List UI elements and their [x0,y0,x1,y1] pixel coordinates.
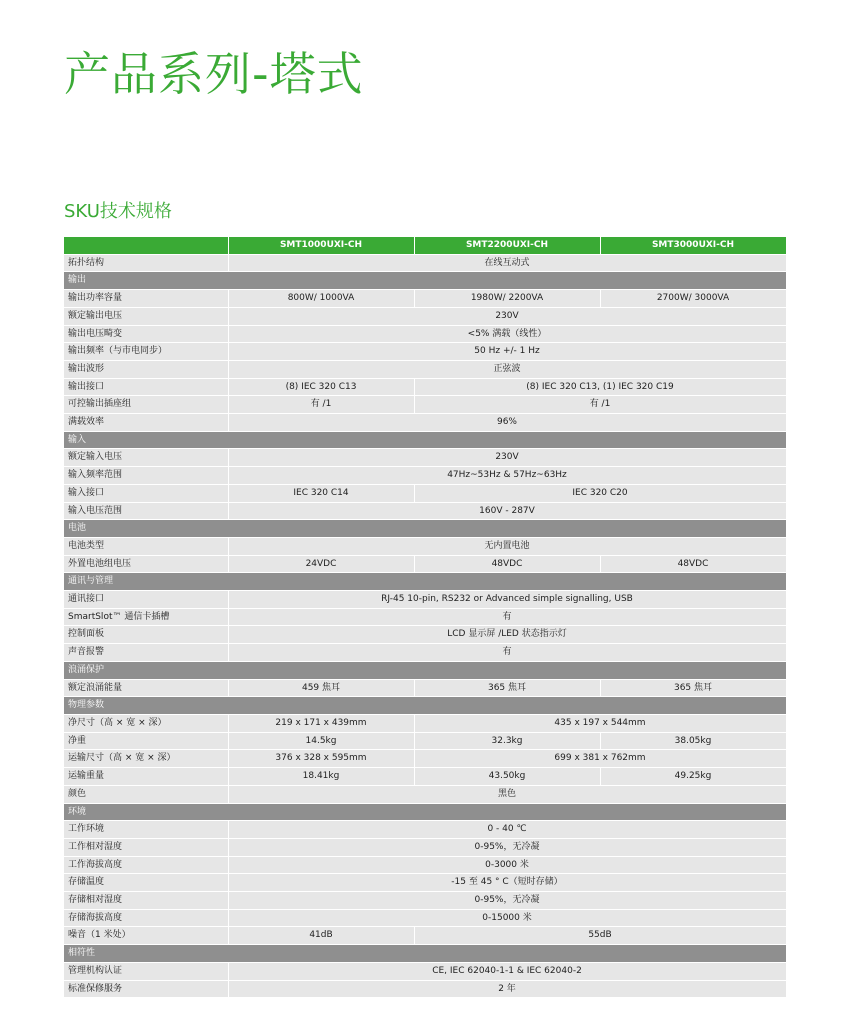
spec-value: 0 - 40 ℃ [228,821,786,839]
table-row [64,537,786,555]
spec-value: 49.25kg [600,768,786,786]
spec-value: LCD 显示屏 /LED 状态指示灯 [228,626,786,644]
spec-label: 工作环境 [64,821,228,839]
spec-value: (8) IEC 320 C13 [228,378,414,396]
spec-label: 可控输出插座组 [64,396,228,414]
table-row [64,732,786,750]
spec-value: 47Hz~53Hz & 57Hz~63Hz [228,467,786,485]
spec-label: 电池类型 [64,537,228,555]
spec-label: 额定输出电压 [64,307,228,325]
spec-label: 拓扑结构 [64,254,228,272]
table-row [64,768,786,786]
spec-value: 48VDC [414,555,600,573]
spec-label: 存储温度 [64,874,228,892]
spec-value: 365 焦耳 [600,679,786,697]
section-header-label: 输出 [64,272,786,290]
spec-label: 控制面板 [64,626,228,644]
spec-value: 18.41kg [228,768,414,786]
spec-label: 存储相对湿度 [64,892,228,910]
table-row [64,927,786,945]
spec-value: 376 x 328 x 595mm [228,750,414,768]
section-header-label: 物理参数 [64,697,786,715]
spec-label: 外置电池组电压 [64,555,228,573]
section-header-row [64,945,786,963]
section-header-row [64,431,786,449]
spec-value: 43.50kg [414,768,600,786]
spec-value: 2 年 [228,980,786,998]
section-header-row [64,803,786,821]
table-row [64,714,786,732]
spec-value: 219 x 171 x 439mm [228,714,414,732]
spec-value: 有 /1 [228,396,414,414]
spec-label: 颜色 [64,785,228,803]
spec-value: 41dB [228,927,414,945]
table-row [64,821,786,839]
spec-value: RJ-45 10-pin, RS232 or Advanced simple signalling, USB [228,591,786,609]
spec-label: 满载效率 [64,414,228,432]
spec-value: 800W/ 1000VA [228,290,414,308]
spec-value: 365 焦耳 [414,679,600,697]
table-row [64,325,786,343]
spec-label: 输入电压范围 [64,502,228,520]
spec-label: 标准保修服务 [64,980,228,998]
header-cell-blank [64,237,228,254]
spec-value: 有 /1 [414,396,786,414]
spec-label: SmartSlot™ 通信卡插槽 [64,608,228,626]
table-row [64,378,786,396]
table-row [64,679,786,697]
spec-label: 输出接口 [64,378,228,396]
spec-value: 0-3000 米 [228,856,786,874]
spec-label: 输出波形 [64,360,228,378]
table-row [64,785,786,803]
spec-value: (8) IEC 320 C13, (1) IEC 320 C19 [414,378,786,396]
spec-value: 0-95%，无冷凝 [228,892,786,910]
spec-value: IEC 320 C14 [228,484,414,502]
spec-label: 净尺寸（高 × 宽 × 深） [64,714,228,732]
spec-label: 输出频率（与市电同步） [64,343,228,361]
table-row [64,502,786,520]
spec-value: 230V [228,307,786,325]
section-header-row [64,272,786,290]
header-cell-smt2200: SMT2200UXI-CH [414,237,600,254]
spec-label: 输入频率范围 [64,467,228,485]
spec-value: 55dB [414,927,786,945]
spec-value: 230V [228,449,786,467]
table-row [64,449,786,467]
spec-label: 工作海拔高度 [64,856,228,874]
spec-label: 声音报警 [64,644,228,662]
spec-value: 160V - 287V [228,502,786,520]
table-row [64,290,786,308]
spec-value: 有 [228,644,786,662]
table-row [64,254,786,272]
spec-value: 0-95%，无冷凝 [228,838,786,856]
spec-value: CE, IEC 62040-1-1 & IEC 62040-2 [228,962,786,980]
spec-label: 额定浪涌能量 [64,679,228,697]
spec-label: 额定输入电压 [64,449,228,467]
spec-label: 通讯接口 [64,591,228,609]
spec-value: 38.05kg [600,732,786,750]
section-header-row [64,697,786,715]
section-header-row [64,573,786,591]
table-row [64,307,786,325]
spec-label: 输出功率容量 [64,290,228,308]
table-row [64,750,786,768]
table-row [64,555,786,573]
table-row [64,874,786,892]
spec-value: <5% 满载（线性） [228,325,786,343]
table-row [64,608,786,626]
spec-value: 24VDC [228,555,414,573]
section-header-label: 浪涌保护 [64,661,786,679]
table-row [64,467,786,485]
section-header-label: 环境 [64,803,786,821]
spec-value: 32.3kg [414,732,600,750]
header-cell-smt1000: SMT1000UXI-CH [228,237,414,254]
spec-value: -15 至 45 ° C（短时存储） [228,874,786,892]
spec-value: IEC 320 C20 [414,484,786,502]
spec-value: 无内置电池 [228,537,786,555]
spec-table-body [64,237,786,998]
table-header-row [64,237,786,254]
section-title: SKU技术规格 [64,201,172,222]
spec-label: 输入接口 [64,484,228,502]
spec-value: 黑色 [228,785,786,803]
table-row [64,343,786,361]
table-row [64,626,786,644]
spec-label: 噪音（1 米处） [64,927,228,945]
header-cell-smt3000: SMT3000UXI-CH [600,237,786,254]
spec-value: 50 Hz +/- 1 Hz [228,343,786,361]
spec-value: 在线互动式 [228,254,786,272]
spec-label: 运输重量 [64,768,228,786]
spec-value: 96% [228,414,786,432]
section-header-label: 相符性 [64,945,786,963]
table-row [64,892,786,910]
table-row [64,484,786,502]
section-header-row [64,520,786,538]
section-header-label: 通讯与管理 [64,573,786,591]
spec-value: 正弦波 [228,360,786,378]
spec-value: 459 焦耳 [228,679,414,697]
spec-value: 有 [228,608,786,626]
table-row [64,980,786,998]
spec-value: 48VDC [600,555,786,573]
table-row [64,856,786,874]
spec-table [64,237,787,998]
table-row [64,644,786,662]
table-row [64,414,786,432]
page-title: 产品系列-塔式 [64,47,364,101]
spec-label: 运输尺寸（高 × 宽 × 深） [64,750,228,768]
section-header-row [64,661,786,679]
spec-value: 1980W/ 2200VA [414,290,600,308]
spec-value: 2700W/ 3000VA [600,290,786,308]
table-row [64,962,786,980]
table-row [64,838,786,856]
spec-label: 输出电压畸变 [64,325,228,343]
section-header-label: 电池 [64,520,786,538]
table-row [64,909,786,927]
spec-value: 699 x 381 x 762mm [414,750,786,768]
spec-value: 0-15000 米 [228,909,786,927]
table-row [64,360,786,378]
spec-label: 存储海拔高度 [64,909,228,927]
table-row [64,396,786,414]
table-row [64,591,786,609]
spec-label: 管理机构认证 [64,962,228,980]
spec-label: 工作相对湿度 [64,838,228,856]
section-header-label: 输入 [64,431,786,449]
spec-label: 净重 [64,732,228,750]
spec-value: 14.5kg [228,732,414,750]
spec-value: 435 x 197 x 544mm [414,714,786,732]
